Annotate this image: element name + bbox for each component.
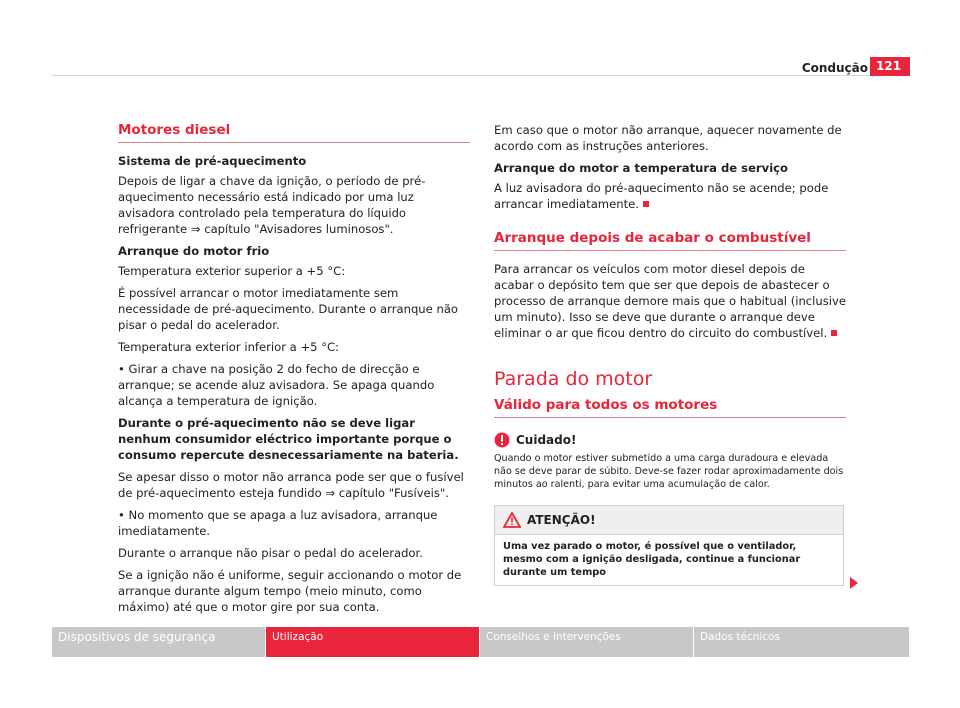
temp-below-label: Temperatura exterior inferior a +5 °C: <box>118 340 340 354</box>
left-column <box>118 122 470 621</box>
consumer-notice: Durante o pré-aquecimento não se deve ligar nenhum consumidor eléctrico importante porque o consumo repercute desnecessariamente na bateria. <box>118 416 459 462</box>
tab-dados-tecnicos[interactable]: Dados técnicos <box>694 627 909 657</box>
no-pedal-text: Durante o arranque não pisar o pedal do acelerador. <box>118 546 423 560</box>
header-title: Condução <box>801 61 868 75</box>
restart-text: Em caso que o motor não arranque, aquecer novamente de acordo com as instruções anteriores. <box>494 123 842 153</box>
chapter-title-stop-engine: Parada do motor <box>494 368 653 390</box>
irregular-ignition-text: Se a ignição não é uniforme, seguir accionando o motor de arranque durante algum tempo (meio minuto, como máximo) até que o motor gire por sua conta. <box>118 568 462 614</box>
preheat-text: Depois de ligar a chave da ignição, o período de pré-aquecimento necessário está indicado por uma luz avisadora controlado pela temperatura do líquido refrigerante ⇒ capítulo "Avisadores luminosos". <box>118 174 426 236</box>
bullet-start-now: • No momento que se apaga a luz avisadora, arranque imediatamente. <box>118 508 438 538</box>
section-title-all-engines: Válido para todos os motores <box>494 397 846 418</box>
caution-icon <box>494 432 510 448</box>
end-mark-icon <box>643 201 649 207</box>
caution-label: Cuidado! <box>516 433 577 447</box>
warm-start-heading: Arranque do motor a temperatura de serviço <box>494 161 789 175</box>
warning-triangle-icon <box>503 512 521 528</box>
footer-nav <box>52 627 910 657</box>
tab-utilizacao[interactable]: Utilização <box>266 627 479 657</box>
tab-conselhos-e-intervencoes[interactable]: Conselhos e intervenções <box>480 627 693 657</box>
warning-box <box>494 505 844 586</box>
warning-label: ATENÇÃO! <box>527 513 596 527</box>
cold-start-heading: Arranque do motor frio <box>118 244 270 258</box>
end-mark-icon <box>831 330 837 336</box>
preheat-heading: Sistema de pré-aquecimento <box>118 154 307 168</box>
section-title-diesel: Motores diesel <box>118 122 470 143</box>
temp-above-label: Temperatura exterior superior a +5 °C: <box>118 264 346 278</box>
continue-arrow-icon[interactable] <box>850 577 858 589</box>
temp-above-text: É possível arrancar o motor imediatamente sem necessidade de pré-aquecimento. Durante o arranque não pisar o pedal do acelerador. <box>118 286 459 332</box>
tab-dispositivos-de-seguranca[interactable]: Dispositivos de segurança <box>52 627 265 657</box>
bullet-turn-key: • Girar a chave na posição 2 do fecho de direcção e arranque; se acende aluz avisadora. Se apaga quando alcança a temperatura de ignição. <box>118 362 435 408</box>
caution-text: Quando o motor estiver submetido a uma carga duradoura e elevada não se deve parar de súbito. Deve-se fazer rodar aproximadamente dois minutos ao ralenti, para evitar uma acumulação de calor. <box>494 453 844 490</box>
fuse-text: Se apesar disso o motor não arranca pode ser que o fusível de pré-aquecimento esteja fundido ⇒ capítulo "Fusíveis". <box>118 470 464 500</box>
warm-start-text: A luz avisadora do pré-aquecimento não se acende; pode arrancar imediatamente. <box>494 181 829 211</box>
after-fuel-paragraph <box>494 261 846 341</box>
right-column <box>494 122 846 586</box>
caution-notice <box>494 432 846 491</box>
page-number: 121 <box>870 57 910 76</box>
after-fuel-text: Para arrancar os veículos com motor diesel depois de acabar o depósito tem que ser que depois de abastecer o processo de arranque demore mais que o habitual (inclusive um minuto). Isso se deve que durante o arranque deve eliminar o ar que ficou dentro do circuito do combustível. <box>494 262 847 340</box>
warning-text: Uma vez parado o motor, é possível que o ventilador, mesmo com a ignição desligada, continue a funcionar durante um tempo <box>503 541 801 578</box>
caution-header <box>494 432 846 448</box>
section-title-after-fuel: Arranque depois de acabar o combustível <box>494 230 846 251</box>
warning-header <box>495 506 843 535</box>
warm-start-paragraph <box>494 180 846 212</box>
header-rule <box>52 75 910 76</box>
